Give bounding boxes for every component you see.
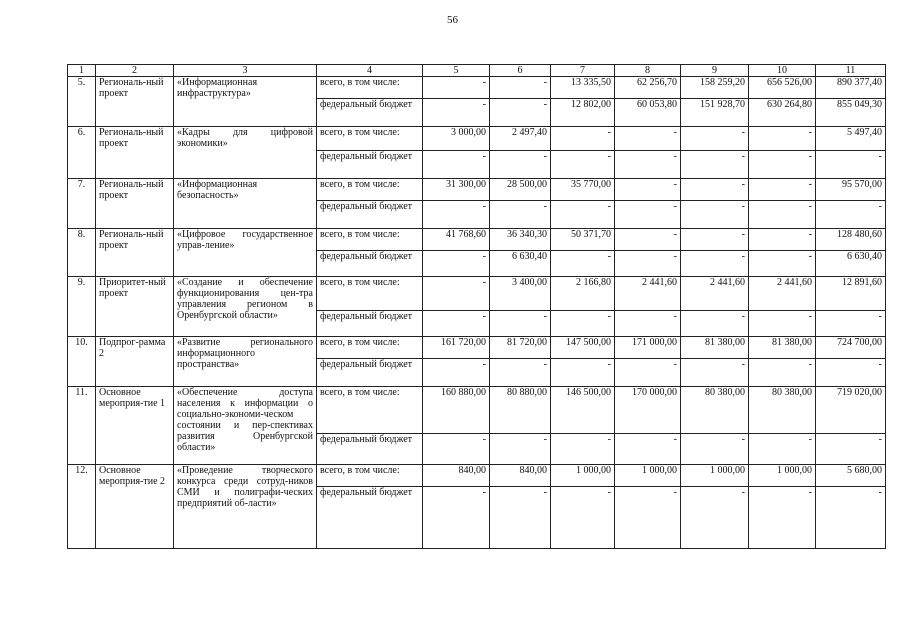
- federal-value: -: [423, 201, 490, 229]
- federal-value: -: [816, 434, 886, 465]
- row-type: Основное мероприя-тие 2: [96, 465, 174, 549]
- total-value: 81 380,00: [681, 337, 749, 359]
- row-number: 12.: [68, 465, 96, 549]
- table-row: [68, 465, 886, 487]
- row-name: «Создание и обеспечение функционирования цен-тра управления регионом в Оренбургской области»: [174, 277, 317, 337]
- total-value: 80 380,00: [681, 387, 749, 434]
- row-number: 10.: [68, 337, 96, 387]
- federal-value: -: [423, 251, 490, 277]
- federal-value: 6 630,40: [816, 251, 886, 277]
- total-label: всего, в том числе:: [317, 77, 423, 99]
- federal-value: 6 630,40: [490, 251, 551, 277]
- row-type: Приоритет-ный проект: [96, 277, 174, 337]
- federal-value: 12 802,00: [551, 99, 615, 127]
- federal-value: -: [681, 434, 749, 465]
- total-value: -: [423, 277, 490, 311]
- federal-value: 630 264,80: [749, 99, 816, 127]
- federal-label: федеральный бюджет: [317, 99, 423, 127]
- total-value: 840,00: [423, 465, 490, 487]
- federal-value: -: [681, 311, 749, 337]
- federal-value: -: [749, 487, 816, 549]
- federal-value: -: [423, 359, 490, 387]
- total-value: 160 880,00: [423, 387, 490, 434]
- table-row: [68, 337, 886, 359]
- federal-value: -: [615, 201, 681, 229]
- column-header: 9: [681, 65, 749, 77]
- federal-value: -: [816, 311, 886, 337]
- federal-value: -: [490, 99, 551, 127]
- federal-value: -: [490, 359, 551, 387]
- table-row: [68, 387, 886, 434]
- total-label: всего, в том числе:: [317, 465, 423, 487]
- total-value: 41 768,60: [423, 229, 490, 251]
- total-value: 724 700,00: [816, 337, 886, 359]
- total-value: -: [749, 179, 816, 201]
- federal-value: -: [551, 434, 615, 465]
- total-value: 80 380,00: [749, 387, 816, 434]
- total-value: 62 256,70: [615, 77, 681, 99]
- federal-value: -: [490, 311, 551, 337]
- total-value: 1 000,00: [551, 465, 615, 487]
- total-label: всего, в том числе:: [317, 387, 423, 434]
- total-value: -: [749, 229, 816, 251]
- total-value: -: [681, 229, 749, 251]
- column-header: 8: [615, 65, 681, 77]
- total-value: -: [423, 77, 490, 99]
- federal-value: -: [490, 201, 551, 229]
- total-label: всего, в том числе:: [317, 179, 423, 201]
- total-value: 161 720,00: [423, 337, 490, 359]
- federal-value: -: [490, 151, 551, 179]
- row-number: 6.: [68, 127, 96, 179]
- column-header: 11: [816, 65, 886, 77]
- row-name: «Проведение творческого конкурса среди сотруд-ников СМИ и полиграфи-ческих предприятий об-ласти»: [174, 465, 317, 549]
- total-value: -: [551, 127, 615, 151]
- total-value: 2 441,60: [615, 277, 681, 311]
- total-value: -: [615, 229, 681, 251]
- federal-value: -: [423, 151, 490, 179]
- federal-value: -: [749, 359, 816, 387]
- federal-value: 60 053,80: [615, 99, 681, 127]
- table-row: [68, 77, 886, 99]
- total-value: 31 300,00: [423, 179, 490, 201]
- total-value: 2 441,60: [681, 277, 749, 311]
- total-value: 719 020,00: [816, 387, 886, 434]
- total-label: всего, в том числе:: [317, 337, 423, 359]
- row-name: «Цифровое государственное управ-ление»: [174, 229, 317, 277]
- federal-value: -: [816, 151, 886, 179]
- federal-label: федеральный бюджет: [317, 151, 423, 179]
- total-value: 80 880,00: [490, 387, 551, 434]
- federal-label: федеральный бюджет: [317, 359, 423, 387]
- federal-value: -: [816, 487, 886, 549]
- row-type: Региональ-ный проект: [96, 179, 174, 229]
- total-value: 656 526,00: [749, 77, 816, 99]
- federal-value: -: [816, 201, 886, 229]
- total-value: -: [490, 77, 551, 99]
- total-value: 81 380,00: [749, 337, 816, 359]
- row-number: 9.: [68, 277, 96, 337]
- row-type: Подпрог-рамма 2: [96, 337, 174, 387]
- federal-value: -: [551, 487, 615, 549]
- column-header: 6: [490, 65, 551, 77]
- row-name: «Информационная безопасность»: [174, 179, 317, 229]
- federal-value: -: [423, 99, 490, 127]
- federal-value: -: [615, 151, 681, 179]
- federal-value: -: [490, 434, 551, 465]
- total-value: 5 680,00: [816, 465, 886, 487]
- federal-value: -: [681, 359, 749, 387]
- total-value: 128 480,60: [816, 229, 886, 251]
- row-name: «Обеспечение доступа населения к информации о социально-экономи-ческом состоянии и пер-спективах развития Оренбургской области»: [174, 387, 317, 465]
- row-number: 8.: [68, 229, 96, 277]
- row-number: 7.: [68, 179, 96, 229]
- federal-value: 151 928,70: [681, 99, 749, 127]
- federal-value: -: [749, 251, 816, 277]
- header-row: [68, 65, 886, 77]
- row-type: Основное мероприя-тие 1: [96, 387, 174, 465]
- row-number: 11.: [68, 387, 96, 465]
- total-value: 35 770,00: [551, 179, 615, 201]
- total-value: 840,00: [490, 465, 551, 487]
- column-header: 1: [68, 65, 96, 77]
- federal-value: -: [615, 359, 681, 387]
- page-number: 56: [447, 14, 458, 26]
- total-value: 1 000,00: [749, 465, 816, 487]
- federal-value: -: [681, 251, 749, 277]
- table-row: [68, 179, 886, 201]
- federal-value: -: [681, 201, 749, 229]
- total-value: -: [749, 127, 816, 151]
- total-label: всего, в том числе:: [317, 277, 423, 311]
- total-label: всего, в том числе:: [317, 127, 423, 151]
- federal-value: -: [423, 434, 490, 465]
- row-number: 5.: [68, 77, 96, 127]
- federal-value: -: [551, 201, 615, 229]
- row-name: «Кадры для цифровой экономики»: [174, 127, 317, 179]
- total-value: -: [681, 179, 749, 201]
- federal-label: федеральный бюджет: [317, 487, 423, 549]
- column-header: 5: [423, 65, 490, 77]
- federal-value: -: [615, 434, 681, 465]
- federal-value: -: [615, 251, 681, 277]
- column-header: 7: [551, 65, 615, 77]
- federal-value: -: [681, 487, 749, 549]
- total-value: 1 000,00: [615, 465, 681, 487]
- total-value: 3 400,00: [490, 277, 551, 311]
- federal-value: -: [551, 311, 615, 337]
- federal-label: федеральный бюджет: [317, 201, 423, 229]
- federal-value: -: [490, 487, 551, 549]
- federal-value: -: [615, 487, 681, 549]
- column-header: 4: [317, 65, 423, 77]
- total-value: 50 371,70: [551, 229, 615, 251]
- row-type: Региональ-ный проект: [96, 229, 174, 277]
- table-row: [68, 229, 886, 251]
- federal-value: -: [423, 487, 490, 549]
- total-value: -: [615, 179, 681, 201]
- federal-value: -: [749, 201, 816, 229]
- total-value: 146 500,00: [551, 387, 615, 434]
- row-name: «Развитие регионального информационного пространства»: [174, 337, 317, 387]
- total-value: 12 891,60: [816, 277, 886, 311]
- table-row: [68, 127, 886, 151]
- total-value: 1 000,00: [681, 465, 749, 487]
- total-value: 2 166,80: [551, 277, 615, 311]
- total-value: 171 000,00: [615, 337, 681, 359]
- federal-value: -: [749, 311, 816, 337]
- column-header: 10: [749, 65, 816, 77]
- total-value: 5 497,40: [816, 127, 886, 151]
- total-value: 95 570,00: [816, 179, 886, 201]
- federal-value: -: [681, 151, 749, 179]
- row-type: Региональ-ный проект: [96, 77, 174, 127]
- federal-value: -: [749, 151, 816, 179]
- total-value: 81 720,00: [490, 337, 551, 359]
- federal-value: 855 049,30: [816, 99, 886, 127]
- federal-value: -: [816, 359, 886, 387]
- column-header: 2: [96, 65, 174, 77]
- total-value: 13 335,50: [551, 77, 615, 99]
- federal-value: -: [551, 151, 615, 179]
- federal-value: -: [423, 311, 490, 337]
- total-value: -: [681, 127, 749, 151]
- federal-value: -: [551, 359, 615, 387]
- column-header: 3: [174, 65, 317, 77]
- federal-label: федеральный бюджет: [317, 251, 423, 277]
- federal-label: федеральный бюджет: [317, 311, 423, 337]
- table-row: [68, 277, 886, 311]
- federal-value: -: [551, 251, 615, 277]
- row-name: «Информационная инфраструктура»: [174, 77, 317, 127]
- row-type: Региональ-ный проект: [96, 127, 174, 179]
- federal-label: федеральный бюджет: [317, 434, 423, 465]
- total-value: 890 377,40: [816, 77, 886, 99]
- total-value: 36 340,30: [490, 229, 551, 251]
- total-value: -: [615, 127, 681, 151]
- total-value: 147 500,00: [551, 337, 615, 359]
- total-value: 170 000,00: [615, 387, 681, 434]
- total-value: 3 000,00: [423, 127, 490, 151]
- total-label: всего, в том числе:: [317, 229, 423, 251]
- total-value: 28 500,00: [490, 179, 551, 201]
- total-value: 2 497,40: [490, 127, 551, 151]
- budget-table: [67, 64, 886, 549]
- total-value: 2 441,60: [749, 277, 816, 311]
- federal-value: -: [615, 311, 681, 337]
- total-value: 158 259,20: [681, 77, 749, 99]
- federal-value: -: [749, 434, 816, 465]
